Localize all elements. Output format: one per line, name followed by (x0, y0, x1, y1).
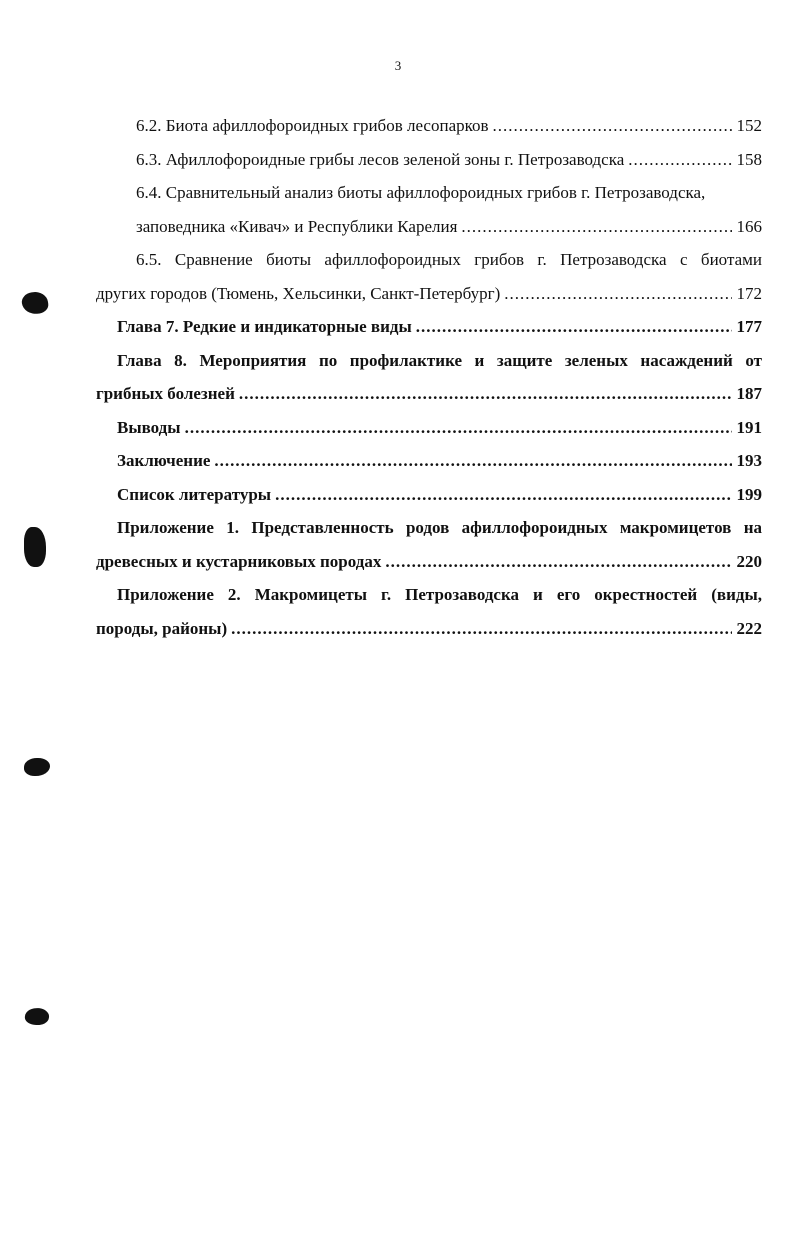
toc-entry-title: породы, районы) (96, 618, 228, 638)
toc-entry-appendix-1-line1 (96, 511, 762, 545)
dot-leader (628, 143, 732, 177)
toc-entry-chapter-8-line1 (96, 344, 762, 378)
toc-entry-title: древесных и кустарниковых породах (96, 551, 382, 571)
toc-entry-page: 191 (736, 417, 762, 437)
toc-entry-title: 6.5. Сравнение биоты афиллофороидных грибов г. Петрозаводска с биотами (136, 250, 762, 269)
toc-entry-page: 187 (736, 384, 762, 403)
punch-hole-mark (24, 758, 50, 776)
toc-entry-page: 193 (736, 451, 762, 470)
toc-entry-6-2 (96, 109, 762, 143)
punch-hole-mark (24, 1007, 50, 1026)
page-number: 3 (394, 58, 402, 73)
toc-entry-page: 158 (736, 149, 762, 169)
dot-leader (385, 545, 732, 579)
toc-entry-conclusions (96, 411, 762, 445)
toc-entry-title: 6.3. Афиллофороидные грибы лесов зеленой зоны г. Петрозаводска (136, 149, 625, 169)
dot-leader (231, 612, 732, 646)
toc-entry-6-5-line1 (96, 243, 762, 277)
toc-entry-6-3 (96, 143, 762, 177)
punch-hole-mark (24, 527, 46, 567)
toc-entry-6-4-line1 (96, 176, 762, 210)
toc-entry-appendix-2-line2 (96, 612, 762, 646)
toc-entry-chapter-7 (96, 310, 762, 344)
toc-entry-page: 177 (736, 317, 762, 336)
dot-leader (416, 310, 732, 344)
toc-entry-title: Приложение 2. Макромицеты г. Петрозаводска и его окрестностей (виды, (117, 585, 762, 604)
toc-entry-title: Список литературы (117, 484, 272, 504)
toc-entry-6-4-line2 (96, 210, 762, 244)
toc-entry-title: 6.4. Сравнительный анализ биоты афиллофороидных грибов г. Петрозаводска, (136, 183, 706, 202)
toc-entry-appendix-1-line2 (96, 545, 762, 579)
toc-entry-title: других городов (Тюмень, Хельсинки, Санкт-Петербург) (96, 283, 501, 303)
toc-entry-title: грибных болезней (96, 384, 235, 403)
toc-entry-6-5-line2 (96, 277, 762, 311)
toc-entry-references (96, 478, 762, 512)
toc-entry-title: Глава 8. Мероприятия по профилактике и защите зеленых насаждений от (117, 350, 762, 370)
toc-entry-summary (96, 444, 762, 478)
toc-entry-title: Приложение 1. Представленность родов афиллофороидных макромицетов на (117, 518, 762, 537)
toc-entry-page: 220 (736, 551, 762, 571)
toc-entry-title: 6.2. Биота афиллофороидных грибов лесопарков (136, 116, 489, 135)
toc-entry-title: Глава 7. Редкие и индикаторные виды (117, 317, 412, 336)
toc-entry-page: 199 (736, 484, 762, 504)
dot-leader (504, 277, 732, 311)
toc-entry-page: 172 (736, 283, 762, 303)
dot-leader (239, 377, 732, 411)
toc-entry-chapter-8-line2 (96, 377, 762, 411)
dot-leader (275, 478, 732, 512)
table-of-contents (96, 109, 762, 645)
toc-entry-page: 166 (736, 216, 762, 236)
punch-hole-mark (21, 290, 50, 315)
toc-entry-appendix-2-line1 (96, 578, 762, 612)
dot-leader (461, 210, 732, 244)
dot-leader (493, 109, 732, 143)
toc-entry-page: 152 (736, 116, 762, 135)
toc-entry-title: Выводы (117, 417, 181, 437)
dot-leader (214, 444, 732, 478)
toc-entry-page: 222 (736, 618, 762, 638)
toc-entry-title: Заключение (117, 451, 211, 470)
dot-leader (185, 411, 732, 445)
toc-entry-title: заповедника «Кивач» и Республики Карелия (136, 216, 458, 236)
